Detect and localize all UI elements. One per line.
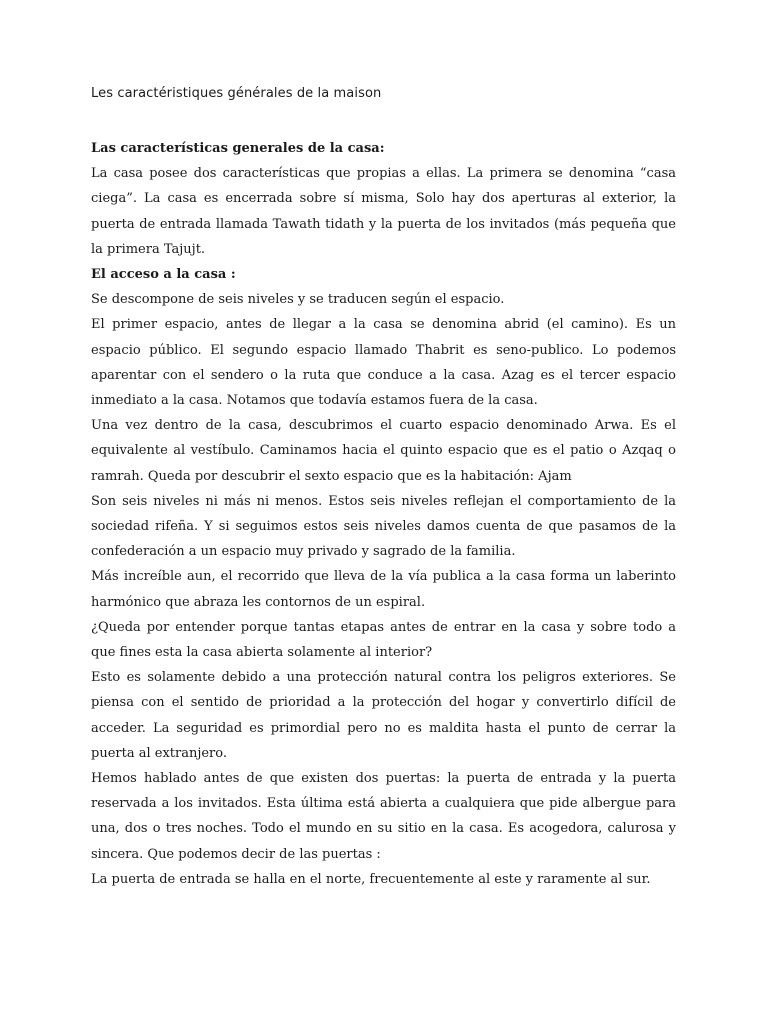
paragraph: Más increíble aun, el recorrido que lleva de la vía publica a la casa forma un laberinto harmónico que abraza les contornos de un espiral.: [91, 569, 676, 610]
section-doors: [91, 867, 676, 892]
section-title-general-characteristics: Las características generales de la casa:: [91, 141, 385, 156]
section-access-to-house: [91, 262, 676, 867]
paragraph: El primer espacio, antes de llegar a la casa se denomina abrid (el camino). Es un espacio público. El segundo espacio llamado Thabrit es seno-publico. Lo podemos aparentar con el sendero o la ruta que conduce a la casa. Azag es el tercer espacio inmediato a la casa. Notamos que todavía estamos fuera de la casa.: [91, 317, 676, 409]
section-general-characteristics: [91, 136, 676, 262]
document-heading: Les caractéristiques générales de la maison: [91, 86, 382, 101]
paragraph: ¿Queda por entender porque tantas etapas antes de entrar en la casa y sobre todo a que fines esta la casa abierta solamente al interior?: [91, 619, 676, 661]
paragraph: La puerta de entrada se halla en el norte, frecuentemente al este y raramente al sur.: [91, 872, 651, 887]
paragraph: La casa posee dos características que propias a ellas. La primera se denomina “casa ciega”. La casa es encerrada sobre sí misma, Solo hay dos aperturas al exterior, la puerta de entrada llamada Tawath tidath y la puerta de los invitados (más pequeña que la primera Tajujt.: [91, 166, 676, 257]
paragraph: Se descompone de seis niveles y se traducen según el espacio.: [91, 292, 505, 308]
paragraph: Son seis niveles ni más ni menos. Estos seis niveles reflejan el comportamiento de la sociedad rifeña. Y si seguimos estos seis niveles damos cuenta de que pasamos de la confederación a un espacio muy privado y sagrado de la familia.: [91, 493, 676, 560]
paragraph: Esto es solamente debido a una protección natural contra los peligros exteriores. Se piensa con el sentido de prioridad a la protección del hogar y convertirlo difícil de acceder. La seguridad es primordial pero no es maldita hasta el punto de cerrar la puerta al extranjero.: [91, 670, 676, 761]
section-title-access-to-house: El acceso a la casa :: [91, 267, 236, 282]
paragraph: Hemos hablado antes de que existen dos puertas: la puerta de entrada y la puerta reservada a los invitados. Esta última está abierta a cualquiera que pide albergue para una, dos o tres noches. Todo el mundo en su sitio en la casa. Es acogedora, calurosa y sincera. Que podemos decir de las puertas :: [91, 771, 676, 862]
paragraph: Una vez dentro de la casa, descubrimos el cuarto espacio denominado Arwa. Es el equivalente al vestíbulo. Caminamos hacia el quinto espacio que es el patio o Azqaq o ramrah. Queda por descubrir el sexto espacio que es la habitación: Ajam: [91, 418, 676, 484]
